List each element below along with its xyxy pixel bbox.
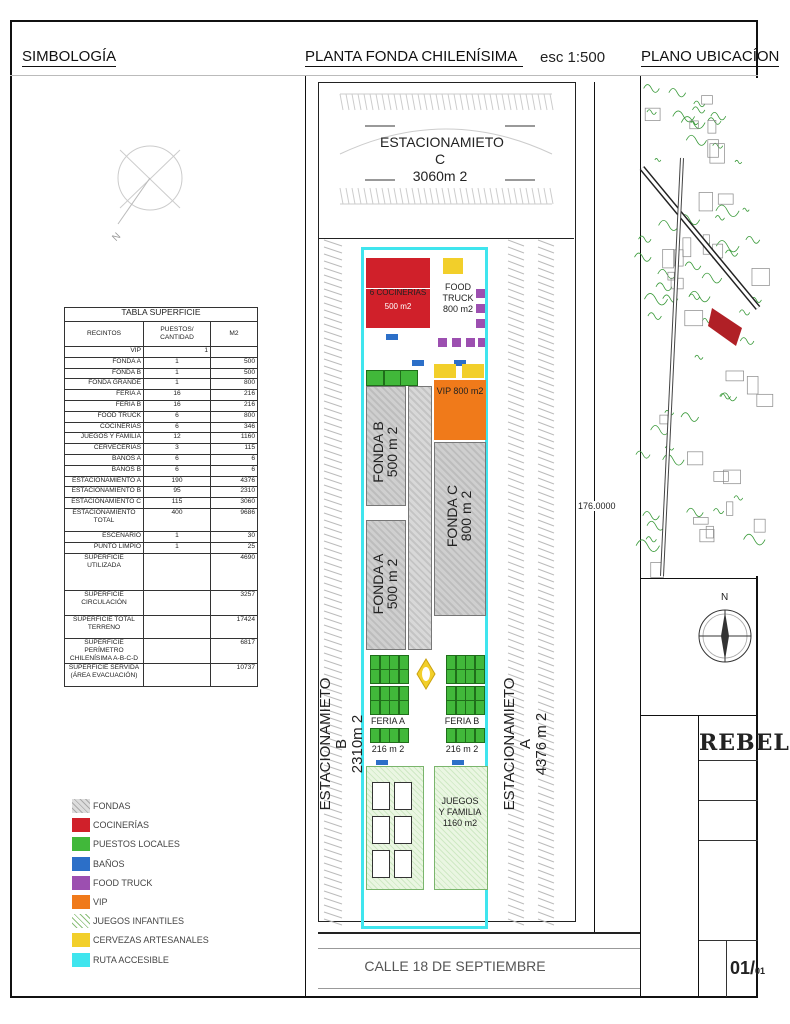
feria-a-label: FERIA A [370, 716, 405, 726]
cerveza-stand [434, 364, 456, 378]
cell-cantidad [144, 553, 211, 590]
table-row [65, 638, 258, 663]
table-row [65, 347, 258, 358]
table-row [65, 465, 258, 476]
feria-stall [456, 655, 466, 670]
legend-label: CERVEZAS ARTESANALES [93, 935, 209, 946]
sheet-current: 01/ [730, 958, 756, 978]
feria-stall [446, 728, 456, 743]
cocinerias-area: 500 m2 [384, 302, 412, 311]
feria-stall [380, 669, 390, 684]
cell-m2 [211, 347, 258, 358]
cell-recinto: FERIA B [65, 400, 144, 411]
cell-m2: 500 [211, 368, 258, 379]
cell-recinto: ESTACIONAMIENTO C [65, 498, 144, 509]
legend-item [72, 875, 152, 891]
cell-recinto: FONDA B [65, 368, 144, 379]
legend-label: RUTA ACCESIBLE [93, 954, 169, 965]
cerveza-stand [443, 258, 463, 274]
street-edge [318, 948, 640, 949]
cell-m2: 346 [211, 422, 258, 433]
parking-a-name: ESTACIONAMIETO [501, 677, 518, 811]
table-row [65, 368, 258, 379]
surface-table [64, 307, 258, 687]
feria-stall [399, 669, 409, 684]
cell-cantidad: 16 [144, 390, 211, 401]
table-row [65, 590, 258, 615]
feria-stall [456, 669, 466, 684]
feria-stall [446, 669, 456, 684]
feria-stall [380, 700, 390, 715]
food-truck-area: 800 m2 [442, 304, 474, 314]
food-truck-slot [478, 338, 485, 347]
legend-swatch [72, 876, 90, 890]
table-row [65, 553, 258, 590]
play-equipment [394, 850, 412, 878]
legend-item [72, 932, 209, 948]
svg-text:N: N [110, 230, 124, 244]
cell-cantidad: 6 [144, 422, 211, 433]
feria-stall [475, 728, 485, 743]
feria-stall [475, 700, 485, 715]
cell-recinto: BAÑOS B [65, 465, 144, 476]
legend-item [72, 817, 149, 833]
cell-m2: 17424 [211, 615, 258, 638]
feria-stall [465, 686, 475, 701]
parking-b-name: ESTACIONAMIETO [317, 677, 334, 811]
legend-item [72, 913, 184, 929]
cell-cantidad: 6 [144, 454, 211, 465]
juegos-area: 1160 m2 [442, 818, 478, 828]
cell-m2: 4376 [211, 476, 258, 487]
legend-swatch [72, 818, 90, 832]
parking-a-layout [488, 240, 572, 920]
parking-c-divider [318, 238, 574, 239]
feria-stall [446, 700, 456, 715]
food-truck-label [440, 282, 476, 315]
table-row [65, 498, 258, 509]
feria-stall [370, 669, 380, 684]
feria-stall [475, 669, 485, 684]
table-row [65, 508, 258, 531]
header-rule [10, 75, 758, 76]
cerveza-stand [462, 364, 484, 378]
feria-stall [465, 700, 475, 715]
cell-recinto: ESTACIONAMIENTO TOTAL [65, 508, 144, 531]
banos-icon [452, 760, 464, 765]
juegos-line1: JUEGOS [441, 796, 479, 806]
cell-cantidad: 6 [144, 411, 211, 422]
feria-stall [456, 700, 466, 715]
cell-m2: 10737 [211, 663, 258, 686]
cell-recinto: ESTACIONAMIENTO A [65, 476, 144, 487]
legend-swatch [72, 914, 90, 928]
titleblock-rule [699, 940, 758, 941]
banos-icon [412, 360, 424, 366]
parking-c-letter: C [434, 151, 446, 167]
cell-recinto: FOOD TRUCK [65, 411, 144, 422]
table-row [65, 476, 258, 487]
cell-recinto: ESTACIONAMIENTO B [65, 487, 144, 498]
feria-stall [389, 700, 399, 715]
legend-item [72, 894, 108, 910]
legend-label: COCINERÍAS [93, 820, 150, 831]
cell-cantidad: 1 [144, 379, 211, 390]
fonda-c-name: FONDA C [444, 484, 460, 548]
cell-recinto: SUPERFICIE PERÍMETRO CHILENÍSIMA A-B-C-D [65, 638, 144, 663]
col-header-recintos: RECINTOS [65, 322, 144, 347]
legend-label: VIP [93, 897, 108, 907]
parking-b-label [318, 674, 366, 814]
feria-stall [465, 655, 475, 670]
cell-recinto: ESCENARIO [65, 531, 144, 542]
table-row [65, 390, 258, 401]
feria-stall [465, 728, 475, 743]
column-divider-left [305, 75, 306, 997]
feria-stall [456, 728, 466, 743]
feria-stall [370, 728, 380, 743]
titleblock-rule [699, 840, 758, 841]
cell-recinto: FONDA GRANDE [65, 379, 144, 390]
legend-swatch [72, 953, 90, 967]
fonda-a-name: FONDA A [370, 553, 386, 615]
cell-cantidad: 1 [144, 357, 211, 368]
compass-bottom-rule [640, 715, 758, 716]
sheet-number [730, 958, 765, 979]
cell-recinto: FERIA A [65, 390, 144, 401]
cell-cantidad [144, 638, 211, 663]
legend-item [72, 798, 131, 814]
feria-stall [389, 728, 399, 743]
table-row [65, 379, 258, 390]
cell-m2: 500 [211, 357, 258, 368]
cell-cantidad [144, 590, 211, 615]
feria-a-area: 216 m 2 [371, 744, 405, 754]
food-truck-slot [438, 338, 447, 347]
cell-recinto: SUPERFICIE SERVIDA (ÁREA EVACUACIÓN) [65, 663, 144, 686]
play-equipment [394, 782, 412, 810]
cell-recinto: VIP [65, 347, 144, 358]
feria-stall [475, 655, 485, 670]
cell-recinto: JUEGOS Y FAMILIA [65, 433, 144, 444]
fonda-a-annex [408, 386, 432, 650]
legend-swatch [72, 933, 90, 947]
feria-b-area: 216 m 2 [445, 744, 479, 754]
feria-stall [399, 686, 409, 701]
cell-cantidad: 12 [144, 433, 211, 444]
titleblock-divider [726, 940, 727, 997]
feria-stall [456, 686, 466, 701]
sidewalk-line [318, 932, 640, 934]
location-map [642, 78, 758, 576]
table-row [65, 454, 258, 465]
feria-stall [380, 728, 390, 743]
cell-cantidad [144, 615, 211, 638]
feria-stall [399, 728, 409, 743]
cell-cantidad [144, 663, 211, 686]
fonda-a-label [371, 535, 399, 633]
table-row [65, 433, 258, 444]
cell-m2: 6 [211, 465, 258, 476]
cell-recinto: SUPERFICIE UTILIZADA [65, 553, 144, 590]
food-truck-slot [466, 338, 475, 347]
cell-m2: 3257 [211, 590, 258, 615]
cell-m2: 115 [211, 444, 258, 455]
parking-c-area: 3060m 2 [412, 168, 468, 184]
street-name: CALLE 18 DE SEPTIEMBRE [364, 958, 546, 974]
cell-m2: 3060 [211, 498, 258, 509]
north-arrow-sketch [110, 128, 190, 248]
escenario-icon [416, 658, 436, 690]
play-equipment [394, 816, 412, 844]
table-row [65, 357, 258, 368]
play-equipment [372, 850, 390, 878]
feria-stall [389, 655, 399, 670]
food-truck-slot [476, 289, 485, 298]
feria-b-label: FERIA B [444, 716, 480, 726]
simbologia-title: SIMBOLOGÍA [22, 48, 117, 65]
cell-m2: 800 [211, 411, 258, 422]
parking-a-label [502, 674, 550, 814]
legend-label: BAÑOS [93, 858, 125, 869]
cell-cantidad: 1 [144, 368, 211, 379]
feria-stall [446, 686, 456, 701]
cell-recinto: PUNTO LIMPIO [65, 542, 144, 553]
play-equipment [372, 782, 390, 810]
cell-cantidad: 400 [144, 508, 211, 531]
parking-b-area: 2310m 2 [349, 714, 366, 774]
cell-cantidad: 16 [144, 400, 211, 411]
cell-recinto: SUPERFICIE CIRCULACIÓN [65, 590, 144, 615]
cell-m2: 1160 [211, 433, 258, 444]
cell-m2: 9686 [211, 508, 258, 531]
titleblock-rule [699, 760, 758, 761]
cell-recinto: BAÑOS A [65, 454, 144, 465]
food-truck-line2: TRUCK [442, 293, 474, 303]
street-edge [318, 988, 640, 989]
table-row [65, 542, 258, 553]
plan-title: PLANTA FONDA CHILENÍSIMA [305, 48, 523, 67]
juegos-line2: Y FAMILIA [438, 807, 482, 817]
parking-a-area: 4376 m 2 [533, 712, 550, 776]
local-stall [366, 370, 384, 386]
table-row [65, 411, 258, 422]
table-row [65, 663, 258, 686]
legend-label: FOOD TRUCK [93, 877, 153, 888]
cell-cantidad: 95 [144, 487, 211, 498]
location-title: PLANO UBICACÍON [641, 48, 780, 65]
cell-cantidad: 3 [144, 444, 211, 455]
banos-icon [386, 334, 398, 340]
titleblock-rule [699, 800, 758, 801]
titleblock-divider [698, 715, 699, 997]
cell-cantidad: 1 [144, 347, 211, 358]
feria-stall [370, 655, 380, 670]
legend-item [72, 836, 180, 852]
fonda-b-name: FONDA B [370, 421, 386, 483]
food-truck-line1: FOOD [445, 282, 471, 292]
feria-stall [475, 686, 485, 701]
food-truck-slot [476, 319, 485, 328]
feria-stall [380, 655, 390, 670]
cell-cantidad: 1 [144, 531, 211, 542]
cell-m2: 6 [211, 454, 258, 465]
legend-swatch [72, 837, 90, 851]
cell-recinto: SUPERFICIE TOTAL TERRENO [65, 615, 144, 638]
legend-swatch [72, 799, 90, 813]
feria-stall [389, 669, 399, 684]
map-bottom-rule [640, 578, 758, 579]
feria-stall [399, 700, 409, 715]
cell-cantidad: 115 [144, 498, 211, 509]
cell-recinto: CERVECERIAS [65, 444, 144, 455]
food-truck-slot [476, 304, 485, 313]
parking-b-letter: B [333, 739, 350, 750]
cell-cantidad: 1 [144, 542, 211, 553]
cell-m2: 800 [211, 379, 258, 390]
legend-swatch [72, 895, 90, 909]
feria-stall [370, 686, 380, 701]
legend-label: JUEGOS INFANTILES [93, 916, 185, 927]
table-row [65, 444, 258, 455]
food-truck-slot [452, 338, 461, 347]
parking-b-layout [317, 240, 362, 920]
cell-m2: 30 [211, 531, 258, 542]
col-header-m2: M2 [211, 322, 258, 347]
parking-a-letter: A [517, 739, 534, 750]
cell-cantidad: 190 [144, 476, 211, 487]
col-header-puestos: PUESTOS/ CANTIDAD [144, 322, 211, 347]
cocinerias-label: 6 COCINERIAS [369, 288, 427, 297]
dimension-label: 176.0000 [578, 501, 616, 511]
table-row [65, 615, 258, 638]
legend-label: FONDAS [93, 801, 131, 811]
legend-item [72, 952, 169, 968]
cell-m2: 6817 [211, 638, 258, 663]
legend-label: PUESTOS LOCALES [93, 839, 180, 850]
parking-c-name: ESTACIONAMIETO [380, 134, 504, 150]
feria-stall [399, 655, 409, 670]
table-row [65, 487, 258, 498]
feria-stall [389, 686, 399, 701]
legend-swatch [72, 857, 90, 871]
juegos-label [434, 796, 486, 829]
cell-recinto: COCINERIAS [65, 422, 144, 433]
table-title: TABLA SUPERFICIE [65, 308, 258, 322]
fonda-c-label [445, 463, 473, 569]
table-row [65, 400, 258, 411]
column-divider-right [640, 75, 641, 997]
vip-label: VIP 800 m2 [436, 386, 484, 396]
feria-stall [370, 700, 380, 715]
feria-stall [446, 655, 456, 670]
fonda-b-area: 500 m 2 [384, 426, 400, 478]
feria-stall [465, 669, 475, 684]
table-row [65, 422, 258, 433]
parking-c-label [380, 134, 504, 185]
cell-m2: 2310 [211, 487, 258, 498]
cell-recinto: FONDA A [65, 357, 144, 368]
cell-m2: 4690 [211, 553, 258, 590]
scale-label: esc 1:500 [540, 49, 606, 66]
table-row [65, 531, 258, 542]
legend-item [72, 856, 125, 872]
feria-stall [380, 686, 390, 701]
compass-north: N [721, 592, 729, 603]
sheet-total: 01 [755, 966, 766, 976]
play-equipment [372, 816, 390, 844]
fonda-a-area: 500 m 2 [384, 558, 400, 610]
cell-cantidad: 6 [144, 465, 211, 476]
fonda-c-area: 800 m 2 [458, 490, 474, 542]
brand-logo: REBEL [699, 730, 790, 756]
local-stall [400, 370, 418, 386]
cell-m2: 216 [211, 390, 258, 401]
fonda-b-label [371, 403, 399, 501]
cell-m2: 216 [211, 400, 258, 411]
cell-m2: 25 [211, 542, 258, 553]
banos-icon [376, 760, 388, 765]
